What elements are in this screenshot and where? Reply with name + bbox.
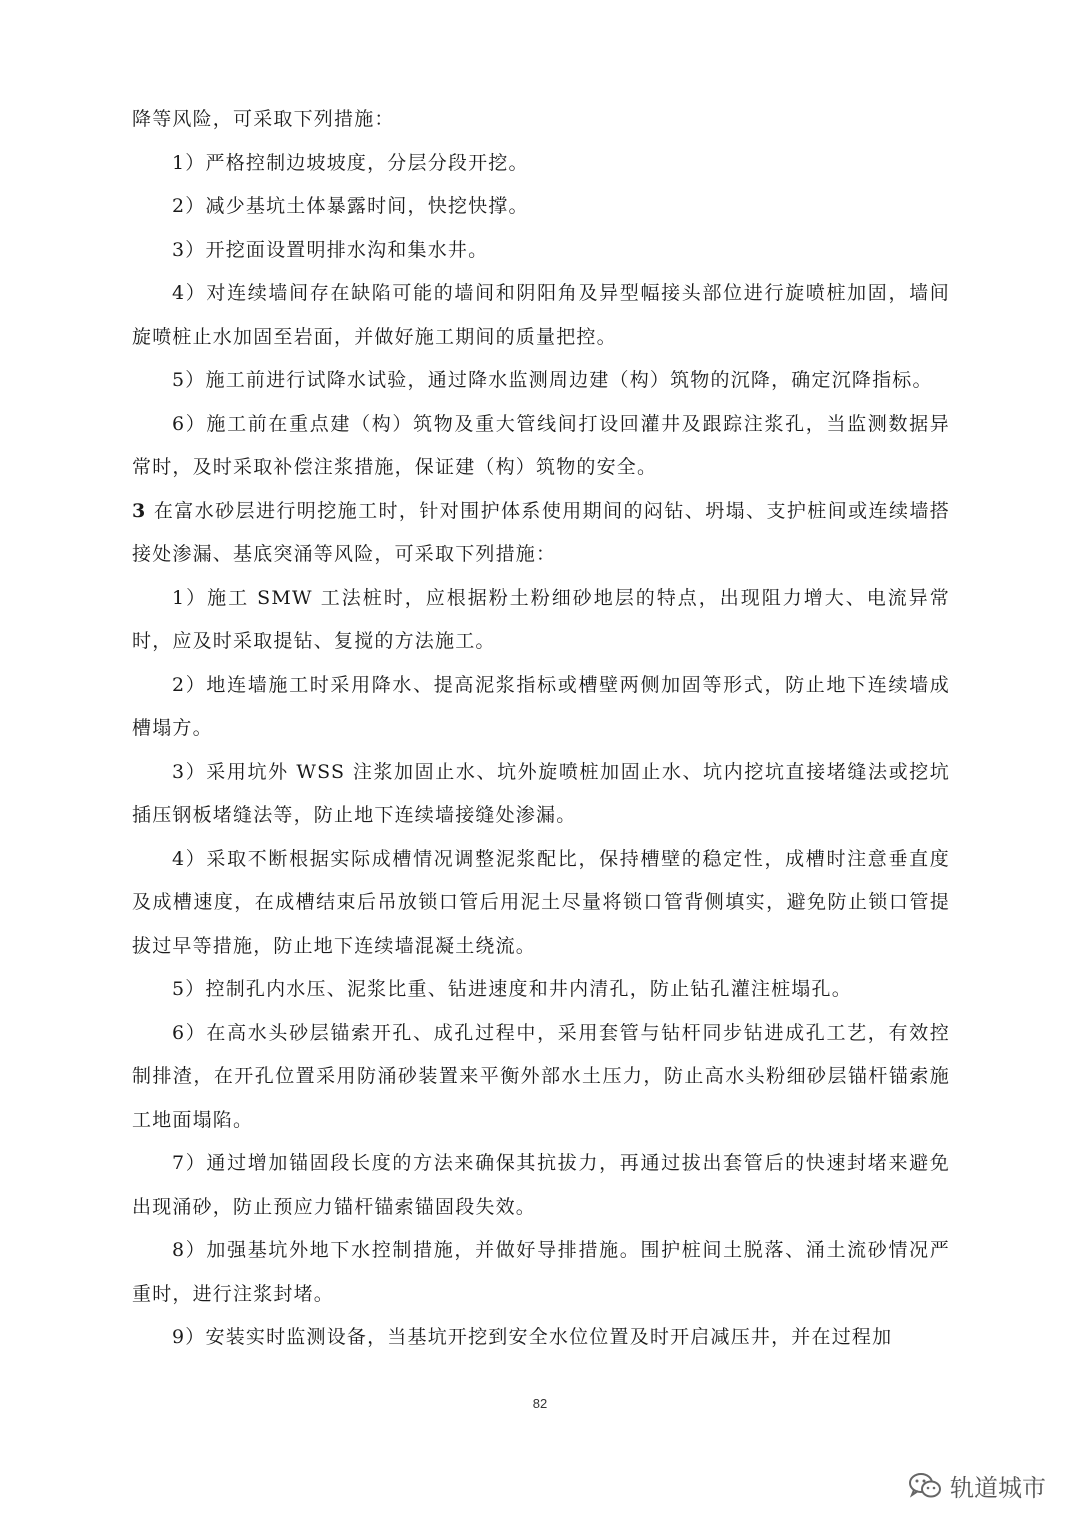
watermark [908, 1468, 1046, 1503]
list-item: 1）施工 SMW 工法桩时，应根据粉土粉细砂地层的特点，出现阻力增大、电流异常时，应及时采取提钻、复搅的方法施工。 [132, 586, 950, 652]
list-item: 1）严格控制边坡坡度，分层分段开挖。 [172, 151, 529, 174]
list-item: 5）控制孔内水压、泥浆比重、钻进速度和井内清孔，防止钻孔灌注桩塌孔。 [172, 978, 852, 1000]
clause-text: 在富水砂层进行明挖施工时，针对围护体系使用期间的闷钻、坍塌、支护桩间或连续墙搭接处渗漏、基底突涌等风险，可采取下列措施： [132, 499, 950, 565]
list-item: 2）地连墙施工时采用降水、提高泥浆指标或槽壁两侧加固等形式，防止地下连续墙成槽塌方。 [132, 673, 950, 739]
list-item: 8）加强基坑外地下水控制措施，并做好导排措施。围护桩间土脱落、涌土流砂情况严重时，进行注浆封堵。 [132, 1239, 950, 1305]
list-item: 4）采取不断根据实际成槽情况调整泥浆配比，保持槽壁的稳定性，成槽时注意垂直度及成槽速度，在成槽结束后吊放锁口管后用泥土尽量将锁口管背侧填实，避免防止锁口管提拔过早等措施，防止地下连续墙混凝土绕流。 [132, 847, 950, 957]
paragraph: 降等风险，可采取下列措施： [132, 108, 395, 130]
list-item: 9）安装实时监测设备，当基坑开挖到安全水位位置及时开启减压井，并在过程加 [172, 1326, 893, 1348]
list-item: 6）在高水头砂层锚索开孔、成孔过程中，采用套管与钻杆同步钻进成孔工艺，有效控制排渣，在开孔位置采用防涌砂装置来平衡外部水土压力，防止高水头粉细砂层锚杆锚索施工地面塌陷。 [132, 1021, 950, 1131]
list-item: 3）开挖面设置明排水沟和集水井。 [172, 238, 489, 261]
clause-heading [132, 490, 950, 577]
clause-number: 3 [132, 499, 147, 522]
body-text [132, 98, 950, 1360]
watermark-label: 轨道城市 [950, 1474, 1046, 1502]
list-item: 5）施工前进行试降水试验，通过降水监测周边建（构）筑物的沉降，确定沉降指标。 [172, 369, 933, 391]
list-item: 2）减少基坑土体暴露时间，快挖快撑。 [172, 195, 529, 217]
list-item: 6）施工前在重点建（构）筑物及重大管线间打设回灌井及跟踪注浆孔，当监测数据异常时，及时采取补偿注浆措施，保证建（构）筑物的安全。 [132, 412, 950, 478]
wechat-icon [908, 1471, 942, 1501]
page-number: 82 [532, 1396, 548, 1411]
list-item: 7）通过增加锚固段长度的方法来确保其抗拔力，再通过拔出套管后的快速封堵来避免出现涌砂，防止预应力锚杆锚索锚固段失效。 [132, 1152, 950, 1218]
list-item: 3）采用坑外 WSS 注浆加固止水、坑外旋喷桩加固止水、坑内挖坑直接堵缝法或挖坑插压钢板堵缝法等，防止地下连续墙接缝处渗漏。 [132, 760, 950, 826]
list-item: 4）对连续墙间存在缺陷可能的墙间和阴阳角及异型幅接头部位进行旋喷桩加固，墙间旋喷桩止水加固至岩面，并做好施工期间的质量把控。 [132, 282, 950, 348]
